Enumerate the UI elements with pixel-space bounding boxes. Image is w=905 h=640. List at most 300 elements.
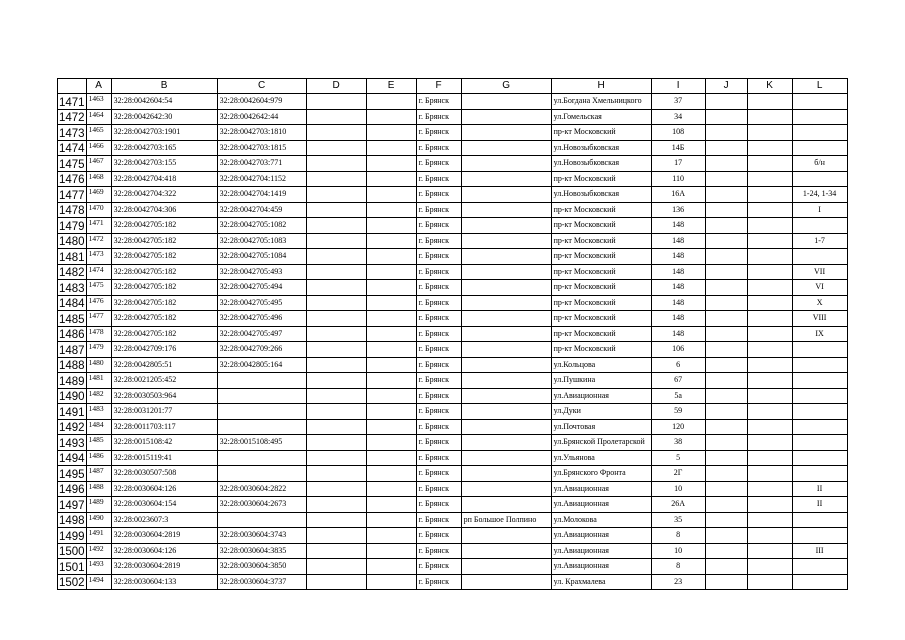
cell-a[interactable]: 1479: [86, 342, 111, 358]
cell-b[interactable]: 32:28:0042703:1901: [111, 125, 217, 141]
cell-k[interactable]: [747, 543, 792, 559]
column-header-h[interactable]: H: [551, 79, 651, 94]
cell-k[interactable]: [747, 497, 792, 513]
cell-b[interactable]: 32:28:0042705:182: [111, 295, 217, 311]
row-number[interactable]: 1480: [58, 233, 87, 249]
cell-c[interactable]: 32:28:0030604:3850: [217, 559, 306, 575]
cell-e[interactable]: [366, 497, 416, 513]
cell-e[interactable]: [366, 94, 416, 110]
cell-k[interactable]: [747, 528, 792, 544]
cell-l[interactable]: [792, 404, 847, 420]
cell-k[interactable]: [747, 218, 792, 234]
cell-b[interactable]: 32:28:0030507:508: [111, 466, 217, 482]
cell-b[interactable]: 32:28:0042705:182: [111, 249, 217, 265]
cell-k[interactable]: [747, 512, 792, 528]
row-number[interactable]: 1502: [58, 574, 87, 590]
cell-d[interactable]: [306, 94, 366, 110]
cell-e[interactable]: [366, 125, 416, 141]
cell-a[interactable]: 1471: [86, 218, 111, 234]
cell-f[interactable]: г. Брянск: [416, 357, 461, 373]
cell-c[interactable]: 32:28:0030604:2673: [217, 497, 306, 513]
cell-l[interactable]: VIII: [792, 311, 847, 327]
cell-g[interactable]: [461, 435, 551, 451]
cell-i[interactable]: 5а: [651, 388, 705, 404]
cell-l[interactable]: [792, 357, 847, 373]
cell-a[interactable]: 1465: [86, 125, 111, 141]
row-number[interactable]: 1498: [58, 512, 87, 528]
cell-l[interactable]: VII: [792, 264, 847, 280]
cell-g[interactable]: [461, 202, 551, 218]
cell-a[interactable]: 1473: [86, 249, 111, 265]
cell-g[interactable]: [461, 373, 551, 389]
cell-c[interactable]: 32:28:0042709:266: [217, 342, 306, 358]
column-header-a[interactable]: A: [86, 79, 111, 94]
cell-j[interactable]: [705, 342, 747, 358]
cell-e[interactable]: [366, 218, 416, 234]
cell-c[interactable]: 32:28:0042705:1084: [217, 249, 306, 265]
row-number[interactable]: 1494: [58, 450, 87, 466]
cell-g[interactable]: [461, 419, 551, 435]
cell-j[interactable]: [705, 202, 747, 218]
cell-b[interactable]: 32:28:0042705:182: [111, 264, 217, 280]
cell-i[interactable]: 120: [651, 419, 705, 435]
cell-k[interactable]: [747, 326, 792, 342]
cell-c[interactable]: 32:28:0042704:459: [217, 202, 306, 218]
cell-c[interactable]: 32:28:0042705:496: [217, 311, 306, 327]
cell-l[interactable]: [792, 94, 847, 110]
cell-e[interactable]: [366, 528, 416, 544]
cell-g[interactable]: рп Большое Полпино: [461, 512, 551, 528]
cell-i[interactable]: 106: [651, 342, 705, 358]
cell-e[interactable]: [366, 233, 416, 249]
cell-g[interactable]: [461, 326, 551, 342]
cell-g[interactable]: [461, 388, 551, 404]
cell-a[interactable]: 1493: [86, 559, 111, 575]
row-number[interactable]: 1482: [58, 264, 87, 280]
cell-f[interactable]: г. Брянск: [416, 295, 461, 311]
cell-a[interactable]: 1487: [86, 466, 111, 482]
cell-k[interactable]: [747, 574, 792, 590]
cell-h[interactable]: пр-кт Московский: [551, 171, 651, 187]
cell-d[interactable]: [306, 171, 366, 187]
cell-k[interactable]: [747, 466, 792, 482]
cell-j[interactable]: [705, 156, 747, 172]
cell-i[interactable]: 14Б: [651, 140, 705, 156]
cell-c[interactable]: 32:28:0042705:494: [217, 280, 306, 296]
cell-a[interactable]: 1494: [86, 574, 111, 590]
cell-i[interactable]: 59: [651, 404, 705, 420]
cell-c[interactable]: [217, 388, 306, 404]
cell-d[interactable]: [306, 559, 366, 575]
cell-d[interactable]: [306, 528, 366, 544]
cell-d[interactable]: [306, 233, 366, 249]
cell-i[interactable]: 10: [651, 481, 705, 497]
cell-h[interactable]: ул.Почтовая: [551, 419, 651, 435]
cell-l[interactable]: I: [792, 202, 847, 218]
cell-a[interactable]: 1492: [86, 543, 111, 559]
cell-i[interactable]: 2Г: [651, 466, 705, 482]
cell-a[interactable]: 1470: [86, 202, 111, 218]
cell-g[interactable]: [461, 249, 551, 265]
cell-g[interactable]: [461, 357, 551, 373]
cell-k[interactable]: [747, 140, 792, 156]
cell-c[interactable]: [217, 419, 306, 435]
cell-g[interactable]: [461, 264, 551, 280]
cell-e[interactable]: [366, 574, 416, 590]
cell-c[interactable]: 32:28:0042703:1810: [217, 125, 306, 141]
cell-b[interactable]: 32:28:0011703:117: [111, 419, 217, 435]
cell-h[interactable]: пр-кт Московский: [551, 342, 651, 358]
cell-i[interactable]: 5: [651, 450, 705, 466]
cell-c[interactable]: [217, 404, 306, 420]
cell-f[interactable]: г. Брянск: [416, 280, 461, 296]
column-header-l[interactable]: L: [792, 79, 847, 94]
cell-k[interactable]: [747, 388, 792, 404]
cell-i[interactable]: 148: [651, 295, 705, 311]
cell-f[interactable]: г. Брянск: [416, 233, 461, 249]
cell-f[interactable]: г. Брянск: [416, 435, 461, 451]
cell-h[interactable]: ул.Дуки: [551, 404, 651, 420]
cell-c[interactable]: 32:28:0030604:2822: [217, 481, 306, 497]
cell-i[interactable]: 10: [651, 543, 705, 559]
cell-c[interactable]: [217, 450, 306, 466]
cell-a[interactable]: 1464: [86, 109, 111, 125]
cell-j[interactable]: [705, 528, 747, 544]
cell-f[interactable]: г. Брянск: [416, 156, 461, 172]
cell-h[interactable]: ул.Богдана Хмельницкого: [551, 94, 651, 110]
cell-a[interactable]: 1466: [86, 140, 111, 156]
cell-g[interactable]: [461, 311, 551, 327]
cell-c[interactable]: 32:28:0042704:1152: [217, 171, 306, 187]
cell-l[interactable]: [792, 574, 847, 590]
cell-h[interactable]: ул.Авиационная: [551, 481, 651, 497]
cell-k[interactable]: [747, 357, 792, 373]
cell-c[interactable]: [217, 512, 306, 528]
cell-c[interactable]: 32:28:0042705:495: [217, 295, 306, 311]
cell-b[interactable]: 32:28:0042805:51: [111, 357, 217, 373]
cell-d[interactable]: [306, 311, 366, 327]
cell-c[interactable]: 32:28:0042705:497: [217, 326, 306, 342]
cell-j[interactable]: [705, 125, 747, 141]
cell-i[interactable]: 110: [651, 171, 705, 187]
cell-c[interactable]: 32:28:0042703:1815: [217, 140, 306, 156]
cell-f[interactable]: г. Брянск: [416, 404, 461, 420]
row-number[interactable]: 1473: [58, 125, 87, 141]
cell-e[interactable]: [366, 109, 416, 125]
cell-j[interactable]: [705, 295, 747, 311]
cell-h[interactable]: ул.Авиационная: [551, 528, 651, 544]
cell-i[interactable]: 148: [651, 249, 705, 265]
cell-g[interactable]: [461, 156, 551, 172]
cell-h[interactable]: ул. Крахмалева: [551, 574, 651, 590]
cell-b[interactable]: 32:28:0042705:182: [111, 326, 217, 342]
cell-d[interactable]: [306, 249, 366, 265]
cell-j[interactable]: [705, 140, 747, 156]
cell-a[interactable]: 1491: [86, 528, 111, 544]
cell-h[interactable]: ул.Пушкина: [551, 373, 651, 389]
cell-l[interactable]: [792, 559, 847, 575]
cell-g[interactable]: [461, 280, 551, 296]
cell-e[interactable]: [366, 140, 416, 156]
cell-h[interactable]: ул.Кольцова: [551, 357, 651, 373]
row-number[interactable]: 1492: [58, 419, 87, 435]
cell-j[interactable]: [705, 435, 747, 451]
cell-g[interactable]: [461, 233, 551, 249]
cell-j[interactable]: [705, 497, 747, 513]
cell-b[interactable]: 32:28:0031201:77: [111, 404, 217, 420]
cell-j[interactable]: [705, 388, 747, 404]
cell-f[interactable]: г. Брянск: [416, 450, 461, 466]
row-number[interactable]: 1481: [58, 249, 87, 265]
row-number[interactable]: 1491: [58, 404, 87, 420]
cell-e[interactable]: [366, 466, 416, 482]
cell-d[interactable]: [306, 497, 366, 513]
cell-b[interactable]: 32:28:0042704:322: [111, 187, 217, 203]
cell-l[interactable]: [792, 528, 847, 544]
row-number[interactable]: 1499: [58, 528, 87, 544]
cell-d[interactable]: [306, 280, 366, 296]
cell-k[interactable]: [747, 435, 792, 451]
column-header-k[interactable]: K: [747, 79, 792, 94]
cell-j[interactable]: [705, 512, 747, 528]
cell-g[interactable]: [461, 187, 551, 203]
cell-j[interactable]: [705, 109, 747, 125]
cell-l[interactable]: [792, 373, 847, 389]
row-number[interactable]: 1484: [58, 295, 87, 311]
cell-a[interactable]: 1489: [86, 497, 111, 513]
cell-j[interactable]: [705, 171, 747, 187]
cell-k[interactable]: [747, 125, 792, 141]
cell-d[interactable]: [306, 156, 366, 172]
row-number[interactable]: 1474: [58, 140, 87, 156]
cell-b[interactable]: 32:28:0042705:182: [111, 311, 217, 327]
cell-d[interactable]: [306, 543, 366, 559]
cell-d[interactable]: [306, 187, 366, 203]
column-header-b[interactable]: B: [111, 79, 217, 94]
cell-l[interactable]: [792, 125, 847, 141]
cell-f[interactable]: г. Брянск: [416, 481, 461, 497]
cell-i[interactable]: 37: [651, 94, 705, 110]
row-number[interactable]: 1475: [58, 156, 87, 172]
cell-j[interactable]: [705, 574, 747, 590]
cell-e[interactable]: [366, 512, 416, 528]
cell-l[interactable]: [792, 109, 847, 125]
cell-g[interactable]: [461, 140, 551, 156]
cell-k[interactable]: [747, 264, 792, 280]
cell-i[interactable]: 148: [651, 280, 705, 296]
column-header-i[interactable]: I: [651, 79, 705, 94]
cell-c[interactable]: [217, 373, 306, 389]
cell-e[interactable]: [366, 373, 416, 389]
cell-b[interactable]: 32:28:0030604:2819: [111, 528, 217, 544]
cell-b[interactable]: 32:28:0030604:154: [111, 497, 217, 513]
cell-i[interactable]: 26А: [651, 497, 705, 513]
cell-c[interactable]: 32:28:0042704:1419: [217, 187, 306, 203]
cell-a[interactable]: 1468: [86, 171, 111, 187]
cell-g[interactable]: [461, 404, 551, 420]
cell-j[interactable]: [705, 373, 747, 389]
cell-f[interactable]: г. Брянск: [416, 311, 461, 327]
cell-i[interactable]: 108: [651, 125, 705, 141]
cell-d[interactable]: [306, 295, 366, 311]
cell-h[interactable]: ул.Новозыбковская: [551, 140, 651, 156]
cell-a[interactable]: 1475: [86, 280, 111, 296]
cell-c[interactable]: 32:28:0042642:44: [217, 109, 306, 125]
cell-a[interactable]: 1467: [86, 156, 111, 172]
cell-e[interactable]: [366, 264, 416, 280]
row-number[interactable]: 1493: [58, 435, 87, 451]
cell-b[interactable]: 32:28:0030604:126: [111, 481, 217, 497]
cell-d[interactable]: [306, 125, 366, 141]
cell-k[interactable]: [747, 295, 792, 311]
cell-c[interactable]: 32:28:0042604:979: [217, 94, 306, 110]
row-number[interactable]: 1496: [58, 481, 87, 497]
cell-g[interactable]: [461, 559, 551, 575]
cell-e[interactable]: [366, 450, 416, 466]
cell-d[interactable]: [306, 435, 366, 451]
cell-h[interactable]: пр-кт Московский: [551, 249, 651, 265]
cell-b[interactable]: 32:28:0042703:155: [111, 156, 217, 172]
cell-c[interactable]: 32:28:0042805:164: [217, 357, 306, 373]
cell-a[interactable]: 1486: [86, 450, 111, 466]
cell-e[interactable]: [366, 171, 416, 187]
cell-h[interactable]: ул.Авиационная: [551, 497, 651, 513]
cell-g[interactable]: [461, 218, 551, 234]
cell-j[interactable]: [705, 280, 747, 296]
cell-b[interactable]: 32:28:0023607:3: [111, 512, 217, 528]
cell-c[interactable]: 32:28:0042705:1082: [217, 218, 306, 234]
cell-f[interactable]: г. Брянск: [416, 419, 461, 435]
cell-l[interactable]: X: [792, 295, 847, 311]
cell-f[interactable]: г. Брянск: [416, 388, 461, 404]
cell-f[interactable]: г. Брянск: [416, 528, 461, 544]
cell-b[interactable]: 32:28:0030604:126: [111, 543, 217, 559]
cell-a[interactable]: 1483: [86, 404, 111, 420]
cell-e[interactable]: [366, 187, 416, 203]
row-number[interactable]: 1500: [58, 543, 87, 559]
row-number[interactable]: 1497: [58, 497, 87, 513]
cell-b[interactable]: 32:28:0042704:306: [111, 202, 217, 218]
cell-h[interactable]: пр-кт Московский: [551, 311, 651, 327]
cell-e[interactable]: [366, 357, 416, 373]
cell-h[interactable]: ул.Авиационная: [551, 388, 651, 404]
cell-g[interactable]: [461, 295, 551, 311]
cell-l[interactable]: [792, 249, 847, 265]
cell-i[interactable]: 35: [651, 512, 705, 528]
cell-f[interactable]: г. Брянск: [416, 512, 461, 528]
cell-k[interactable]: [747, 202, 792, 218]
cell-f[interactable]: г. Брянск: [416, 559, 461, 575]
cell-l[interactable]: [792, 342, 847, 358]
cell-h[interactable]: ул.Авиационная: [551, 543, 651, 559]
cell-f[interactable]: г. Брянск: [416, 202, 461, 218]
cell-e[interactable]: [366, 419, 416, 435]
cell-l[interactable]: II: [792, 497, 847, 513]
cell-e[interactable]: [366, 435, 416, 451]
cell-i[interactable]: 148: [651, 233, 705, 249]
cell-a[interactable]: 1474: [86, 264, 111, 280]
cell-d[interactable]: [306, 202, 366, 218]
cell-d[interactable]: [306, 512, 366, 528]
cell-e[interactable]: [366, 295, 416, 311]
cell-c[interactable]: 32:28:0030604:3835: [217, 543, 306, 559]
cell-e[interactable]: [366, 156, 416, 172]
cell-l[interactable]: [792, 218, 847, 234]
cell-g[interactable]: [461, 109, 551, 125]
cell-e[interactable]: [366, 481, 416, 497]
cell-f[interactable]: г. Брянск: [416, 218, 461, 234]
cell-a[interactable]: 1481: [86, 373, 111, 389]
cell-i[interactable]: 38: [651, 435, 705, 451]
row-number[interactable]: 1487: [58, 342, 87, 358]
cell-d[interactable]: [306, 373, 366, 389]
cell-l[interactable]: [792, 388, 847, 404]
cell-i[interactable]: 148: [651, 218, 705, 234]
cell-c[interactable]: 32:28:0042703:771: [217, 156, 306, 172]
cell-h[interactable]: пр-кт Московский: [551, 202, 651, 218]
cell-f[interactable]: г. Брянск: [416, 94, 461, 110]
cell-j[interactable]: [705, 311, 747, 327]
cell-f[interactable]: г. Брянск: [416, 171, 461, 187]
cell-l[interactable]: IX: [792, 326, 847, 342]
cell-a[interactable]: 1488: [86, 481, 111, 497]
cell-g[interactable]: [461, 481, 551, 497]
cell-j[interactable]: [705, 404, 747, 420]
cell-j[interactable]: [705, 543, 747, 559]
cell-k[interactable]: [747, 419, 792, 435]
cell-f[interactable]: г. Брянск: [416, 326, 461, 342]
cell-d[interactable]: [306, 404, 366, 420]
cell-d[interactable]: [306, 342, 366, 358]
cell-c[interactable]: 32:28:0030604:3737: [217, 574, 306, 590]
row-number[interactable]: 1477: [58, 187, 87, 203]
cell-j[interactable]: [705, 326, 747, 342]
cell-f[interactable]: г. Брянск: [416, 373, 461, 389]
cell-k[interactable]: [747, 280, 792, 296]
row-number[interactable]: 1488: [58, 357, 87, 373]
cell-g[interactable]: [461, 171, 551, 187]
cell-k[interactable]: [747, 559, 792, 575]
cell-l[interactable]: II: [792, 481, 847, 497]
cell-j[interactable]: [705, 233, 747, 249]
cell-b[interactable]: 32:28:0030604:133: [111, 574, 217, 590]
cell-b[interactable]: 32:28:0042703:165: [111, 140, 217, 156]
column-header-f[interactable]: F: [416, 79, 461, 94]
row-number[interactable]: 1495: [58, 466, 87, 482]
cell-b[interactable]: 32:28:0042705:182: [111, 233, 217, 249]
cell-b[interactable]: 32:28:0042705:182: [111, 280, 217, 296]
cell-f[interactable]: г. Брянск: [416, 342, 461, 358]
cell-c[interactable]: 32:28:0030604:3743: [217, 528, 306, 544]
cell-g[interactable]: [461, 543, 551, 559]
cell-h[interactable]: ул.Новозыбковская: [551, 187, 651, 203]
cell-d[interactable]: [306, 140, 366, 156]
cell-e[interactable]: [366, 404, 416, 420]
cell-l[interactable]: III: [792, 543, 847, 559]
cell-g[interactable]: [461, 342, 551, 358]
cell-f[interactable]: г. Брянск: [416, 109, 461, 125]
row-number[interactable]: 1485: [58, 311, 87, 327]
cell-b[interactable]: 32:28:0015119:41: [111, 450, 217, 466]
cell-d[interactable]: [306, 466, 366, 482]
row-number[interactable]: 1478: [58, 202, 87, 218]
cell-d[interactable]: [306, 109, 366, 125]
cell-f[interactable]: г. Брянск: [416, 187, 461, 203]
cell-k[interactable]: [747, 171, 792, 187]
cell-h[interactable]: ул.Брянского Фронта: [551, 466, 651, 482]
cell-a[interactable]: 1485: [86, 435, 111, 451]
column-header-c[interactable]: C: [217, 79, 306, 94]
